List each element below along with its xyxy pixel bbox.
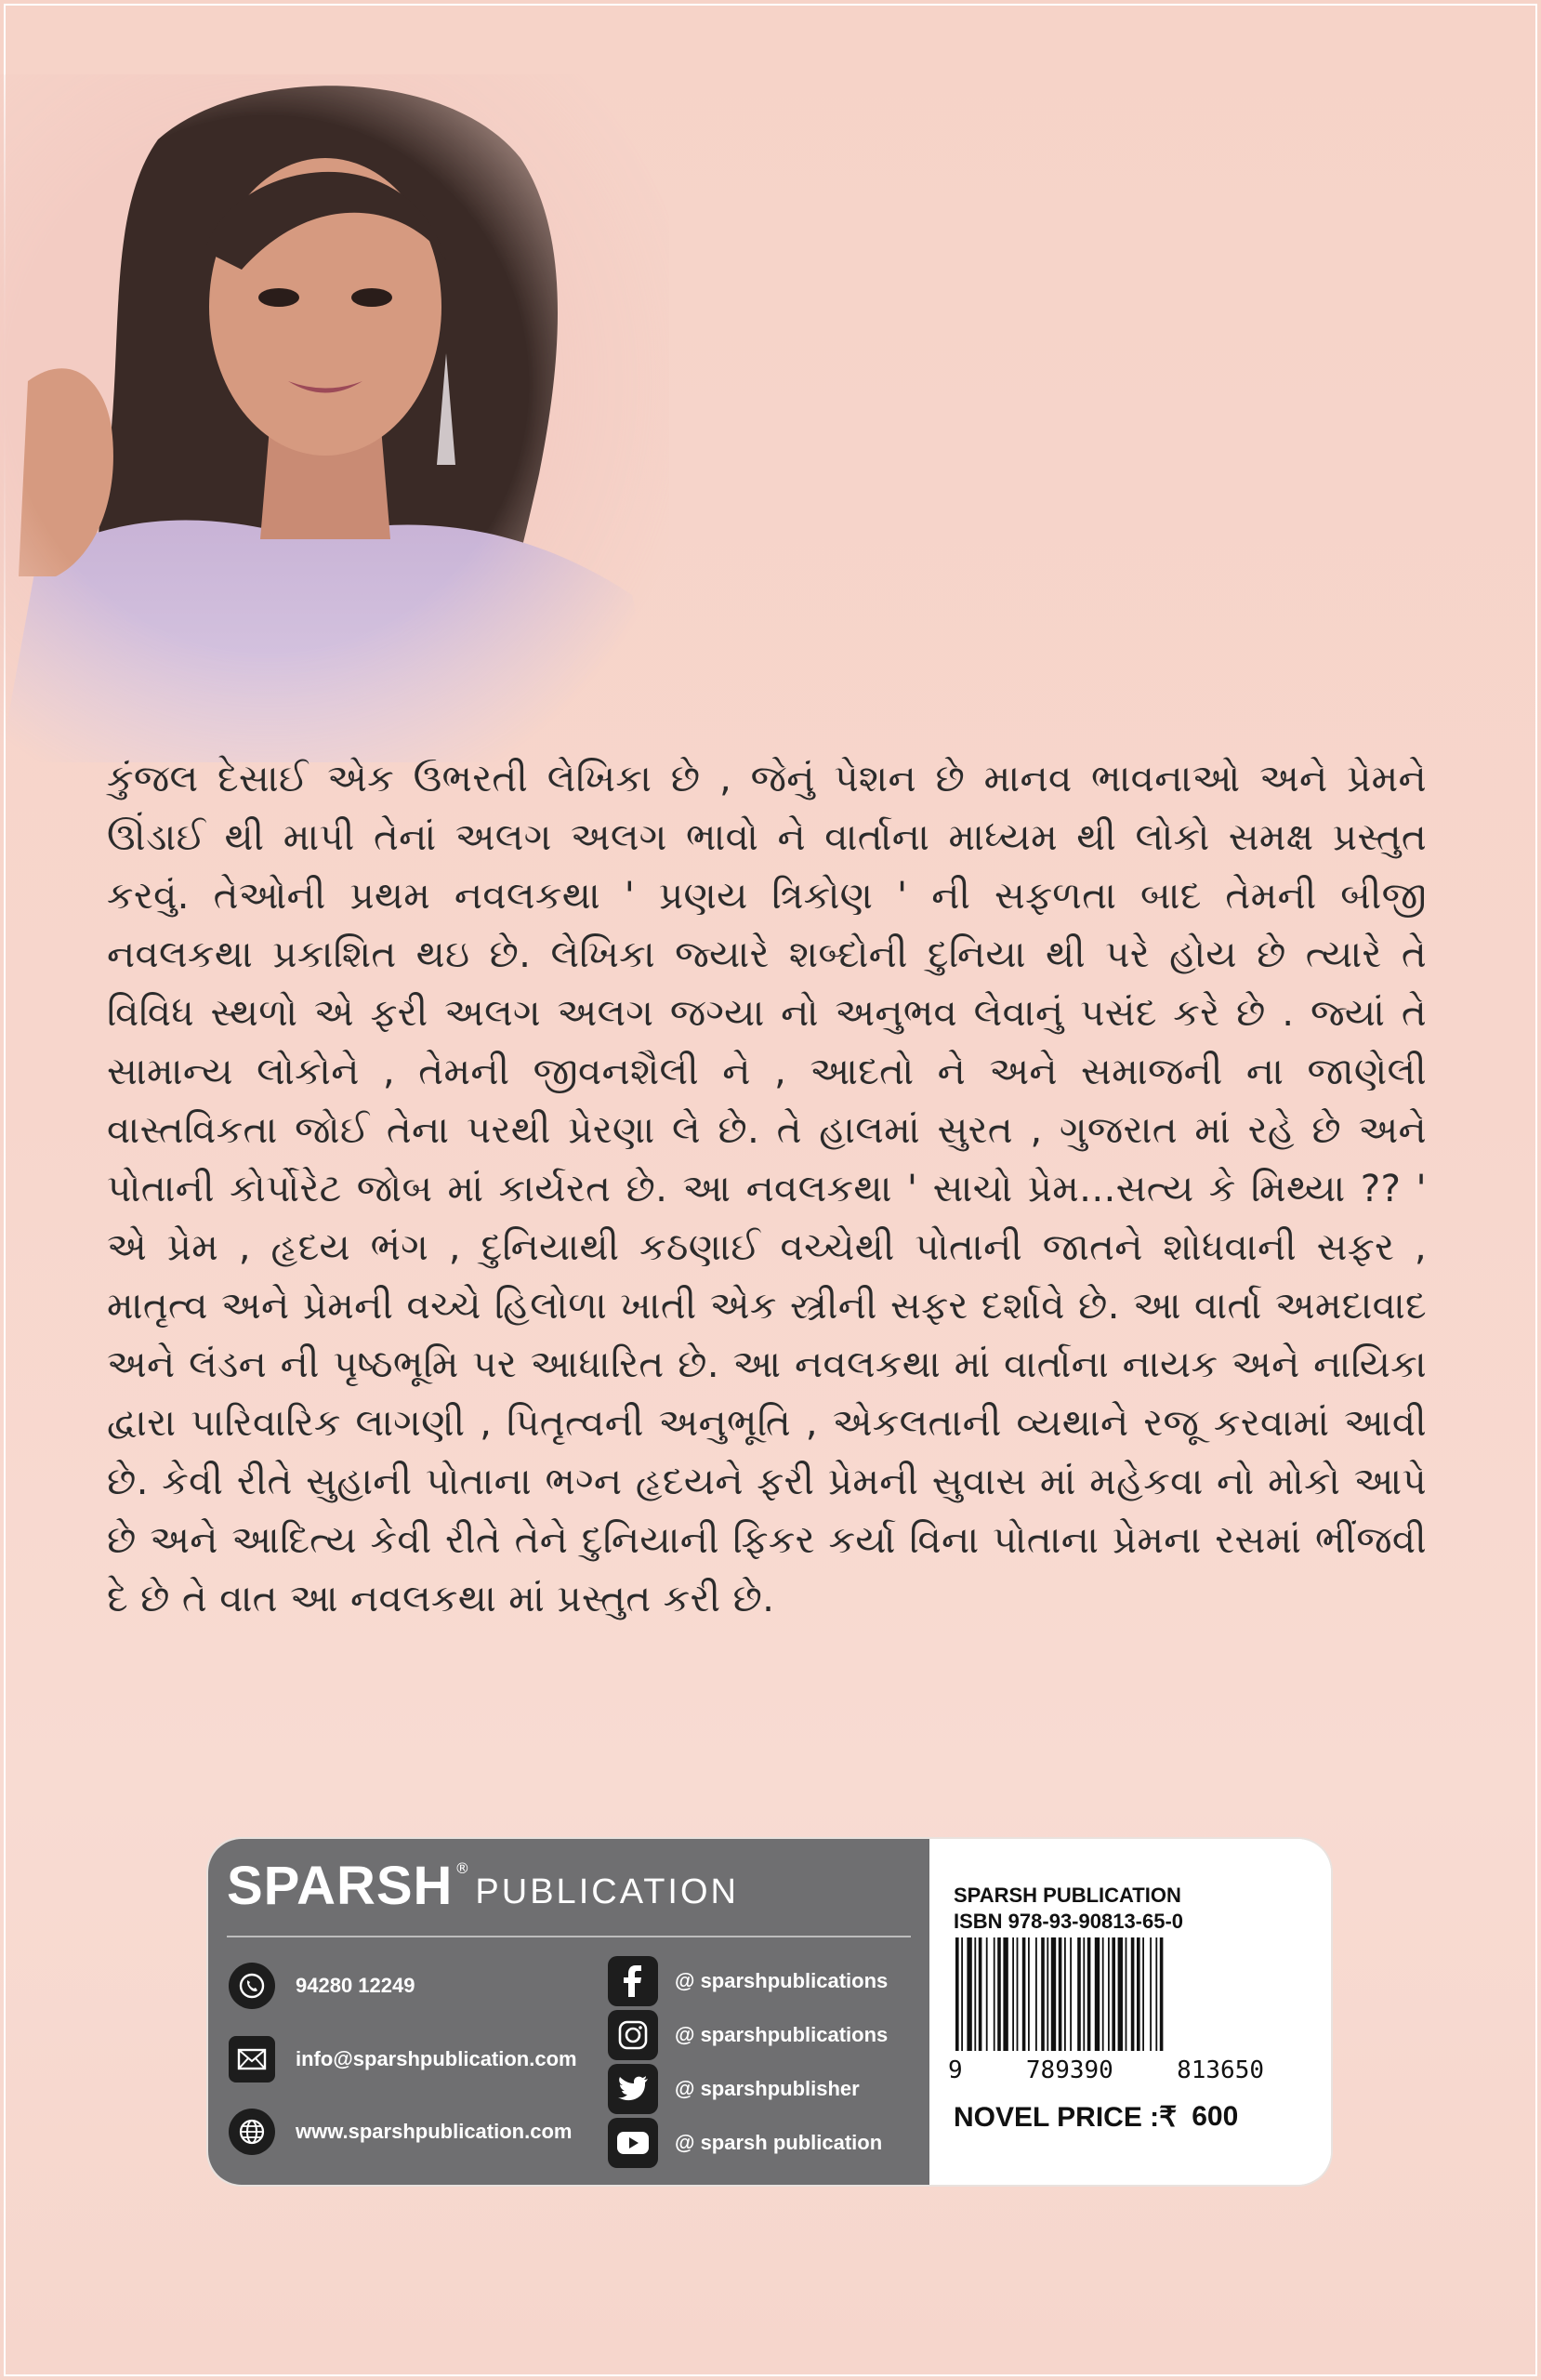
logo-main: SPARSH: [227, 1856, 454, 1916]
barcode-bar: [955, 1937, 959, 2051]
barcode-bar: [974, 1937, 976, 2051]
twitter-handle: @ sparshpublisher: [675, 2077, 860, 2100]
barcode-bar: [1041, 1937, 1045, 2051]
barcode-bar: [1051, 1937, 1056, 2051]
isbn-barcode: [954, 1937, 1253, 2051]
barcode-bar: [967, 1937, 971, 2051]
publisher-panel: [208, 1839, 1331, 2185]
barcode-bar: [1022, 1937, 1026, 2051]
barcode-bar: [1012, 1937, 1014, 2051]
social-twitter: [608, 2064, 860, 2114]
barcode-bar: [1035, 1937, 1037, 2051]
isbn-publisher-name: SPARSH PUBLICATION: [954, 1884, 1181, 1907]
author-photo: [0, 74, 669, 762]
isbn-section: [929, 1839, 1331, 2185]
twitter-icon: [608, 2064, 658, 2114]
author-blurb: કુંજલ દેસાઈ એક ઉભરતી લેખિકા છે , જેનું પેશન છે માનવ ભાવનાઓ અને પ્રેમને ઊંડાઈ થી માપી તેનાં અલગ અલગ ભાવો ને વાર્તાના માધ્યમ થી લોકો સમક્ષ પ્રસ્તુત કરવું. તેઓની પ્રથમ નવલકથા ' પ્રણય ત્રિકોણ ' ની સફળતા બાદ તેમની બીજી નવલકથા પ્રકાશિત થઇ છે. લેખિકા જ્યારે શબ્દોની દુનિયા થી પરે હોય છે ત્યારે તે વિવિધ સ્થળો એ ફરી અલગ અલગ જગ્યા નો અનુભવ લેવાનું પસંદ કરે છે . જ્યાં તે સામાન્ય લોકોને , તેમની જીવનશૈલી ને , આદતો ને અને સમાજની ના જાણેલી વાસ્તવિકતા જોઈ તેના પરથી પ્રેરણા લે છે. તે હાલમાં સુરત , ગુજરાત માં રહે છે અને પોતાની કોર્પોરેટ જોબ માં કાર્યરત છે. આ નવલકથા ' સાચો પ્રેમ...સત્ય કે મિથ્યા ?? ' એ પ્રેમ , હૃદય ભંગ , દુનિયાથી કઠણાઈ વચ્ચેથી પોતાની જાતને શોધવાની સફર , માતૃત્વ અને પ્રેમની વચ્ચે હિલોળા ખાતી એક સ્ત્રીની સફર દર્શાવે છે. આ વાર્તા અમદાવાદ અને લંડન ની પૃષ્ઠભૂમિ પર આધારિત છે. આ નવલકથા માં વાર્તાના નાયક અને નાયિકા દ્વારા પારિવારિક લાગણી , પિતૃત્વની અનુભૂતિ , એકલતાની વ્યથાને રજૂ કરવામાં આવી છે. કેવી રીતે સુહાની પોતાના ભગ્ન હૃદયને ફરી પ્રેમની સુવાસ માં મહેકવા નો મોકો આપે છે અને આદિત્ય કેવી રીતે તેને દુનિયાની ફિકર કર્યા વિના પોતાના પ્રેમના રસમાં ભીંજવી દે છે તે વાત આ નવલકથા માં પ્રસ્તુત કરી છે.: [107, 756, 1427, 1620]
logo-sub: PUBLICATION: [475, 1872, 739, 1911]
barcode-bar: [1150, 1937, 1152, 2051]
facebook-handle: @ sparshpublications: [675, 1969, 889, 1992]
facebook-icon: [608, 1956, 658, 2006]
logo-divider: [227, 1936, 911, 1937]
barcode-bar: [1017, 1937, 1019, 2051]
barcode-bar: [994, 1937, 995, 2051]
barcode-bar: [1131, 1937, 1135, 2051]
instagram-handle: @ sparshpublications: [675, 2023, 889, 2046]
publisher-logo: [227, 1856, 739, 1916]
instagram-icon: [608, 2010, 658, 2060]
barcode-digit-group: 789390: [1025, 2056, 1113, 2084]
barcode-bar: [1083, 1937, 1085, 2051]
barcode-bar: [1108, 1937, 1110, 2051]
barcode-digits: [948, 2056, 1264, 2084]
barcode-digit-group: 813650: [1177, 2056, 1264, 2084]
barcode-bar: [1102, 1937, 1104, 2051]
barcode-bar: [1112, 1937, 1115, 2051]
contact-phone: [229, 1963, 415, 2009]
publisher-contact-section: [208, 1839, 929, 2185]
price-value: 600: [1192, 2101, 1239, 2132]
globe-icon: [229, 2109, 275, 2155]
barcode-bar: [1087, 1937, 1091, 2051]
barcode-bar: [1118, 1937, 1123, 2051]
barcode-bar: [961, 1937, 963, 2051]
social-facebook: [608, 1956, 888, 2006]
phone-number: 94280 12249: [296, 1974, 415, 1997]
barcode-bar: [1095, 1937, 1100, 2051]
barcode-bar: [1003, 1937, 1008, 2051]
barcode-bar: [1064, 1937, 1066, 2051]
website-url: www.sparshpublication.com: [296, 2120, 573, 2143]
youtube-icon: [608, 2118, 658, 2168]
social-instagram: [608, 2010, 888, 2060]
price-label: NOVEL PRICE :₹: [954, 2102, 1178, 2133]
barcode-bar: [1160, 1937, 1164, 2051]
youtube-handle: @ sparsh publication: [675, 2131, 883, 2154]
barcode-bar: [997, 1937, 1001, 2051]
barcode-bar: [979, 1937, 982, 2051]
barcode-bar: [1070, 1937, 1072, 2051]
barcode-bar: [1028, 1937, 1030, 2051]
barcode-digit-group: 9: [948, 2056, 963, 2084]
barcode-bar: [986, 1937, 988, 2051]
barcode-bar: [1155, 1937, 1157, 2051]
contact-email: [229, 2036, 577, 2082]
mail-icon: [229, 2036, 275, 2082]
barcode-bar: [1126, 1937, 1127, 2051]
barcode-bar: [1137, 1937, 1140, 2051]
barcode-bar: [1059, 1937, 1062, 2051]
barcode-bar: [1142, 1937, 1144, 2051]
logo-registered-mark: ®: [454, 1859, 470, 1877]
contact-website: [229, 2109, 572, 2155]
isbn-number: ISBN 978-93-90813-65-0: [954, 1910, 1184, 1933]
barcode-bar: [1077, 1937, 1081, 2051]
barcode-bar: [1047, 1937, 1048, 2051]
social-youtube: [608, 2118, 882, 2168]
email-address: info@sparshpublication.com: [296, 2047, 577, 2070]
novel-price: [954, 2101, 1238, 2134]
whatsapp-phone-icon: [229, 1963, 275, 2009]
